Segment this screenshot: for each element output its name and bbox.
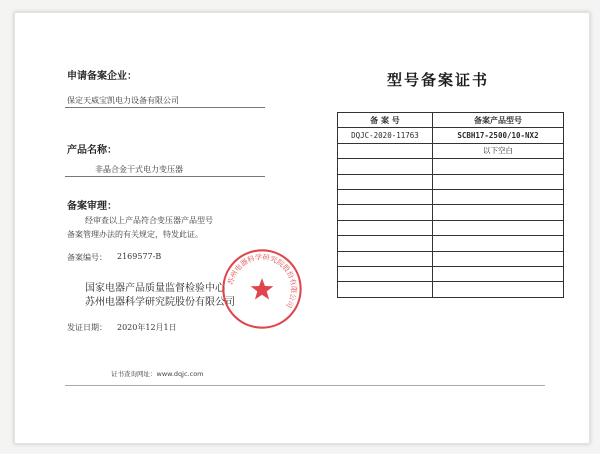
cell-registration-no — [338, 282, 433, 297]
cell-registration-no — [338, 251, 433, 266]
cell-product-model — [432, 220, 563, 235]
cell-product-model — [432, 174, 563, 189]
table-header-row — [338, 113, 564, 128]
table-row — [338, 251, 564, 266]
table-row — [338, 174, 564, 189]
product-value: 非晶合金干式电力变压器 — [95, 165, 183, 174]
cert-number-value: 2169577-B — [117, 252, 162, 261]
table-row — [338, 266, 564, 281]
cell-product-model — [432, 189, 563, 204]
cell-registration-no — [338, 174, 433, 189]
cell-registration-no — [338, 220, 433, 235]
registration-table — [337, 112, 564, 298]
cell-product-model — [432, 236, 563, 251]
header-product-model: 备案产品型号 — [432, 113, 563, 128]
review-line-2: 备案管理办法的有关规定，特发此证。 — [67, 230, 203, 239]
cell-product-model: SCBH17-2500/10-NX2 — [432, 128, 563, 143]
svg-text:苏州电器科学研究院股份有限公司: 苏州电器科学研究院股份有限公司 — [225, 252, 299, 310]
table-row — [338, 205, 564, 220]
cert-number-label: 备案编号： — [67, 253, 107, 262]
issuer-line-2: 苏州电器科学研究院股份有限公司 — [85, 297, 235, 308]
cell-registration-no — [338, 266, 433, 281]
table-row — [338, 236, 564, 251]
cell-registration-no — [338, 236, 433, 251]
table-row — [338, 189, 564, 204]
cell-product-model — [432, 282, 563, 297]
table-row — [338, 143, 564, 158]
applicant-underline — [65, 107, 265, 108]
applicant-value: 保定天威宝凯电力设备有限公司 — [67, 96, 179, 105]
cell-product-model — [432, 159, 563, 174]
issuer-line-1: 国家电器产品质量监督检验中心 — [85, 283, 225, 294]
issue-date-value: 2020年12月1日 — [117, 323, 177, 332]
cell-registration-no: DQJC-2020-11763 — [338, 128, 433, 143]
certificate-page — [14, 12, 590, 444]
header-registration-no: 备 案 号 — [338, 113, 433, 128]
official-seal — [220, 247, 304, 331]
cell-product-model — [432, 266, 563, 281]
cell-registration-no — [338, 159, 433, 174]
table-row — [338, 220, 564, 235]
cell-registration-no — [338, 205, 433, 220]
review-line-1: 经审查以上产品符合变压器产品型号 — [85, 216, 213, 225]
product-underline — [65, 176, 265, 177]
footer-query-url: 证书查询网址：www.dqjc.com — [111, 370, 204, 378]
footer-divider — [65, 385, 545, 386]
cell-product-model: 以下空白 — [432, 143, 563, 158]
cell-product-model — [432, 205, 563, 220]
cell-registration-no — [338, 189, 433, 204]
table-row — [338, 159, 564, 174]
review-label: 备案审理： — [67, 201, 117, 212]
cell-product-model — [432, 251, 563, 266]
product-label: 产品名称： — [67, 145, 117, 156]
issue-date-label: 发证日期： — [67, 323, 107, 332]
applicant-label: 申请备案企业： — [67, 71, 137, 82]
certificate-title: 型号备案证书 — [387, 71, 490, 89]
table-row — [338, 282, 564, 297]
table-row — [338, 128, 564, 143]
cell-registration-no — [338, 143, 433, 158]
